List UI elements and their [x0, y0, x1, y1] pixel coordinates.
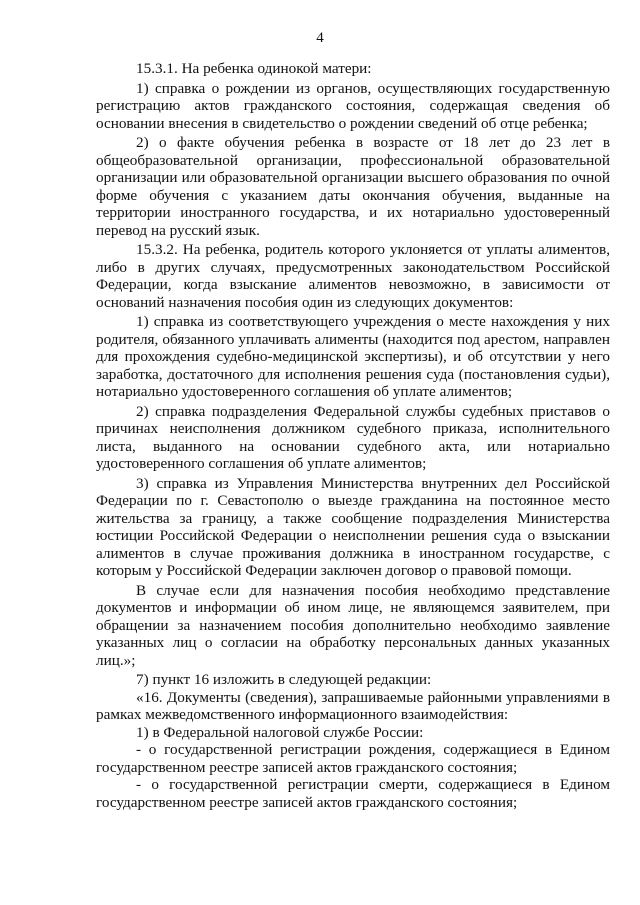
- document-body: [96, 60, 610, 811]
- paragraph-15-3-1-item-2: 2) о факте обучения ребенка в возрасте от 18 лет до 23 лет в общеобразовательной организации, профессиональной образовательной организации или образовательной организации высшего образования по очной форме обучения с указанием даты окончания обучения, выданные на территории иностранного государства, и их нотариально удостоверенный перевод на русский язык.: [96, 134, 610, 239]
- paragraph-consent-note: В случае если для назначения пособия необходимо представление документов и информации об ином лице, не являющемся заявителем, при обращении за назначением пособия дополнительно необходимо заявление указанных лиц о согласии на обработку персональных данных указанных лиц.»;: [96, 581, 610, 669]
- paragraph-item-7: 7) пункт 16 изложить в следующей редакции:: [136, 671, 432, 688]
- paragraph-15-3-2-item-2: 2) справка подразделения Федеральной службы судебных приставов о причинах неисполнения должником судебного приказа, исполнительного листа, выданного на основании судебного акта, или нотариально удостоверенного соглашения об уплате алиментов;: [96, 402, 610, 472]
- paragraph-15-3-2-item-3: 3) справка из Управления Министерства внутренних дел Российской Федерации по г. Севастополю о выезде гражданина на постоянное место жительства за границу, а также сообщение подразделения Министерства юстиции Российской Федерации о неисполнении решения суда о взыскании алиментов в случае проживания должника в иностранном государстве, с которым у Российской Федерации заключен договор о правовой помощи.: [96, 474, 610, 579]
- paragraph-15-3-1-heading: 15.3.1. На ребенка одинокой матери:: [136, 60, 372, 77]
- page-number: 4: [316, 30, 324, 46]
- paragraph-16-birth-registration: - о государственной регистрации рождения, содержащиеся в Едином государственном реестре записей актов гражданского состояния;: [96, 741, 610, 776]
- paragraph-15-3-1-item-1: 1) справка о рождении из органов, осуществляющих государственную регистрацию актов гражданского состояния, содержащая сведения об основании внесения в свидетельство о рождении сведений об отце ребенка;: [96, 79, 610, 132]
- paragraph-16-death-registration: - о государственной регистрации смерти, содержащиеся в Едином государственном реестре записей актов гражданского состояния;: [96, 776, 610, 811]
- paragraph-16-heading: «16. Документы (сведения), запрашиваемые районными управлениями в рамках межведомственного информационного взаимодействия:: [96, 688, 610, 723]
- paragraph-15-3-2-item-1: 1) справка из соответствующего учреждения о месте нахождения у них родителя, обязанного уплачивать алименты (находится под арестом, направлен для прохождения судебно-медицинской экспертизы), и об отсутствии у него заработка, достаточного для исполнения решения суда (постановления судьи), нотариально удостоверенного соглашения об уплате алиментов;: [96, 313, 610, 400]
- paragraph-16-item-1: 1) в Федеральной налоговой службе России:: [136, 723, 424, 741]
- paragraph-15-3-2-heading: 15.3.2. На ребенка, родитель которого уклоняется от уплаты алиментов, либо в других случаях, предусмотренных законодательством Российской Федерации, когда взыскание алиментов невозможно, в зависимости от оснований назначения пособия один из следующих документов:: [96, 241, 610, 311]
